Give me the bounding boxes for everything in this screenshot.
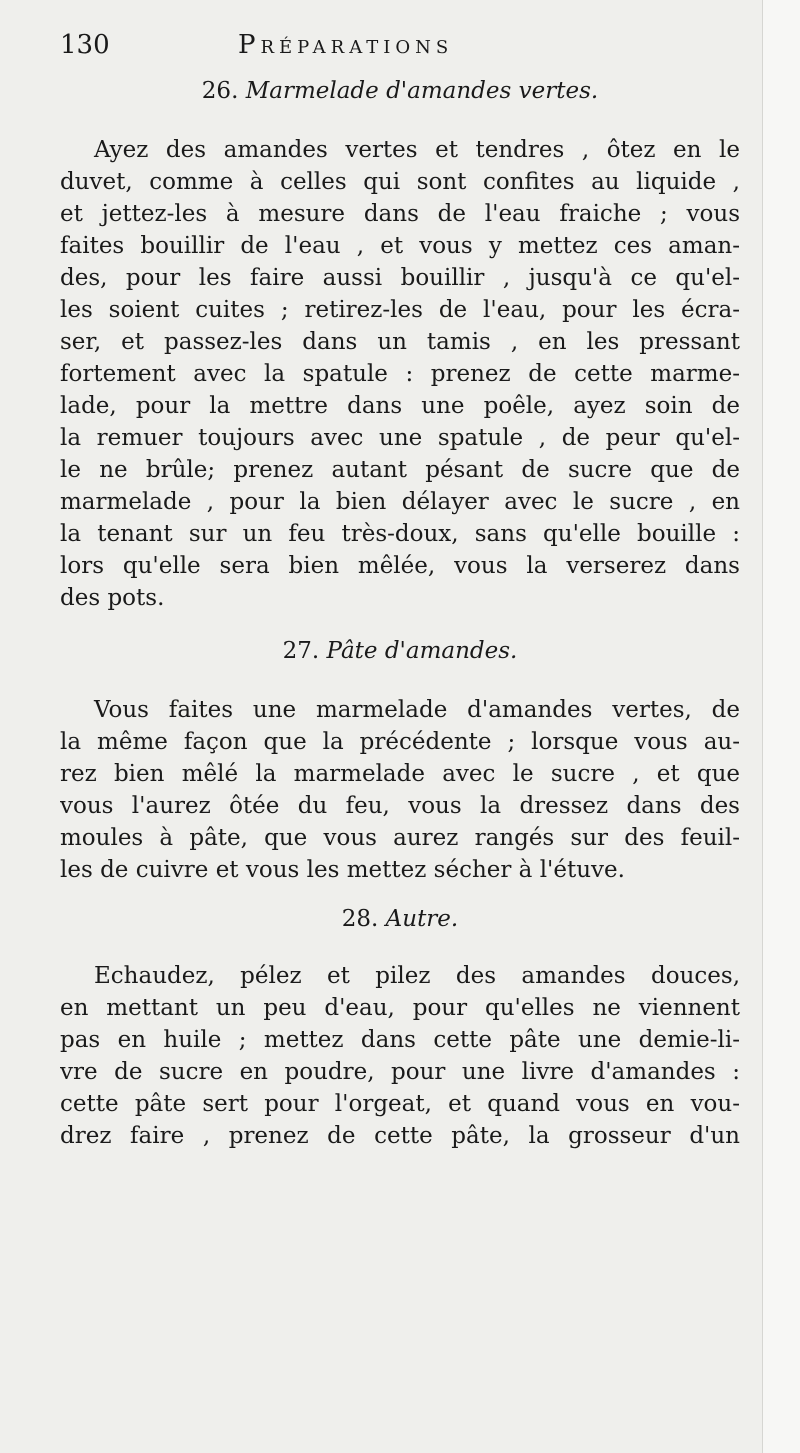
text-line: la remuer toujours avec une spatule , de peur qu'el- [60,425,740,451]
text-line: moules à pâte, que vous aurez rangés sur des feuil- [60,825,740,851]
text-line: lade, pour la mettre dans une poêle, ayez soin de [60,393,740,419]
section-title: Autre. [385,906,459,932]
section-title: Marmelade d'amandes vertes. [245,78,599,104]
text-line: pas en huile ; mettez dans cette pâte une demie-li- [60,1027,740,1053]
text-line: faites bouillir de l'eau , et vous y mettez ces aman- [60,233,740,259]
text-line: fortement avec la spatule : prenez de cette marme- [60,361,740,387]
text-line: drez faire , prenez de cette pâte, la grosseur d'un [60,1123,740,1149]
text-line: Ayez des amandes vertes et tendres , ôtez en le [94,137,740,163]
section-26-text [60,134,740,614]
text-line: vre de sucre en poudre, pour une livre d'amandes : [60,1059,740,1085]
section-number: 27. [282,638,320,664]
text-line: ser, et passez-les dans un tamis , en les pressant [60,329,740,355]
text-line: marmelade , pour la bien délayer avec le sucre , en [60,489,740,515]
text-line: vous l'aurez ôtée du feu, vous la dressez dans des [60,793,740,819]
text-line: et jettez-les à mesure dans de l'eau fraiche ; vous [60,201,740,227]
section-28-text [60,960,740,1152]
text-line: les soient cuites ; retirez-les de l'eau, pour les écra- [60,297,740,323]
section-heading-28 [60,904,740,934]
section-heading-27 [60,636,740,666]
text-line: la même façon que la précédente ; lorsque vous au- [60,729,740,755]
text-line: lors qu'elle sera bien mêlée, vous la verserez dans [60,553,740,579]
running-title: Préparations [238,30,454,60]
page-number: 130 [60,30,110,60]
section-number: 26. [201,78,239,104]
text-line: Vous faites une marmelade d'amandes vertes, de [94,697,740,723]
text-line: la tenant sur un feu très-doux, sans qu'elle bouille : [60,521,740,547]
text-line: rez bien mêlé la marmelade avec le sucre , et que [60,761,740,787]
page-edge [762,0,800,1453]
text-line: en mettant un peu d'eau, pour qu'elles ne viennent [60,995,740,1021]
text-line: duvet, comme à celles qui sont confites au liquide , [60,169,740,195]
text-line: les de cuivre et vous les mettez sécher à l'étuve. [60,857,625,883]
text-line: cette pâte sert pour l'orgeat, et quand vous en vou- [60,1091,740,1117]
text-line: le ne brûle; prenez autant pésant de sucre que de [60,457,740,483]
section-27-text [60,694,740,886]
text-line: Echaudez, pélez et pilez des amandes douces, [94,963,740,989]
section-number: 28. [341,906,379,932]
section-heading-26 [60,76,740,106]
section-title: Pâte d'amandes. [326,638,518,664]
text-line: des pots. [60,585,165,611]
running-head [60,28,740,62]
text-line: des, pour les faire aussi bouillir , jusqu'à ce qu'el- [60,265,740,291]
